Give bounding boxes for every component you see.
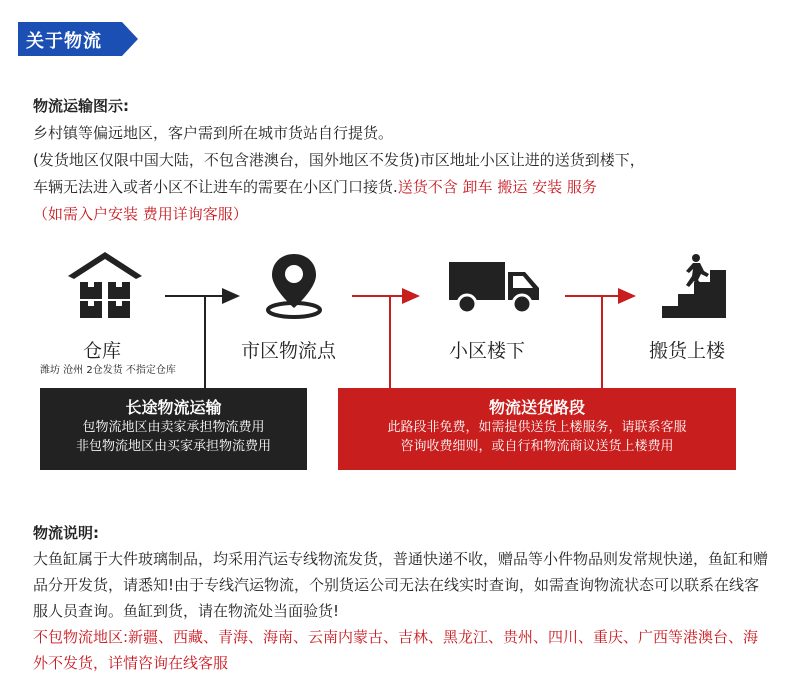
info-heading: 物流运输图示: — [33, 97, 129, 115]
long-haul-title: 长途物流运输 — [125, 398, 222, 417]
warehouse-icon — [66, 250, 144, 320]
section-title: 关于物流 — [26, 31, 102, 52]
info-line-rural: 乡村镇等偏远地区，客户需到所在城市货站自行提货。 — [33, 124, 394, 142]
info-service-exclusion: 送货不含 卸车 搬运 安装 服务 — [397, 178, 597, 196]
notes-paragraph: 大鱼缸属于大件玻璃制品，均采用汽运专线物流发货，普通快递不收，赠品等小件物品则发常规快递，鱼缸和赠品分开发货，请悉知!由于专线汽运物流，个别货运公司无法在线实时查询，如需查询物流状态可以联系在线客服人员查询。鱼缸到货，请在物流处当面验货! — [33, 550, 769, 620]
info-line-delivery — [33, 174, 773, 201]
delivery-route-line-1: 此路段非免费，如需提供送货上楼服务，请联系客服 — [387, 420, 687, 435]
long-haul-box — [40, 388, 307, 470]
info-line-region: (发货地区仅限中国大陆，不包含港澳台，国外地区不发货)市区地址小区让进的送货到楼下， — [33, 151, 645, 169]
step-label-community: 小区楼下 — [449, 340, 526, 362]
long-haul-line-1: 包物流地区由卖家承担物流费用 — [82, 420, 265, 435]
logistics-flow-diagram — [0, 248, 790, 478]
long-haul-line-2: 非包物流地区由买家承担物流费用 — [75, 439, 271, 454]
delivery-route-title: 物流送货路段 — [488, 398, 585, 417]
info-install-note: （如需入户安装 费用详询客服） — [33, 205, 248, 223]
step-label-carry-upstairs: 搬货上楼 — [649, 340, 726, 362]
shipping-diagram-info — [33, 93, 773, 228]
location-pin-icon — [262, 252, 326, 320]
delivery-route-line-2: 咨询收费细则，或自行和物流商议送货上楼费用 — [400, 439, 674, 454]
truck-icon — [447, 260, 541, 316]
stairs-climbing-icon — [660, 254, 730, 320]
section-header — [18, 22, 138, 56]
step-label-warehouse: 仓库 — [83, 340, 122, 362]
notes-excluded-regions: 不包物流地区:新疆、西藏、青海、海南、云南内蒙古、吉林、黑龙江、贵州、四川、重庆、广西等港澳台、海外不发货，详情咨询在线客服 — [33, 628, 759, 672]
logistics-notes — [33, 520, 773, 676]
step-label-city-point: 市区物流点 — [241, 340, 337, 362]
notes-heading: 物流说明: — [33, 524, 99, 542]
info-line-delivery-text: 车辆无法进入或者小区不让进车的需要在小区门口接货. — [33, 178, 398, 196]
warehouse-note: 潍坊 沧州 2仓发货 不指定仓库 — [40, 365, 176, 376]
delivery-route-box — [338, 388, 736, 470]
